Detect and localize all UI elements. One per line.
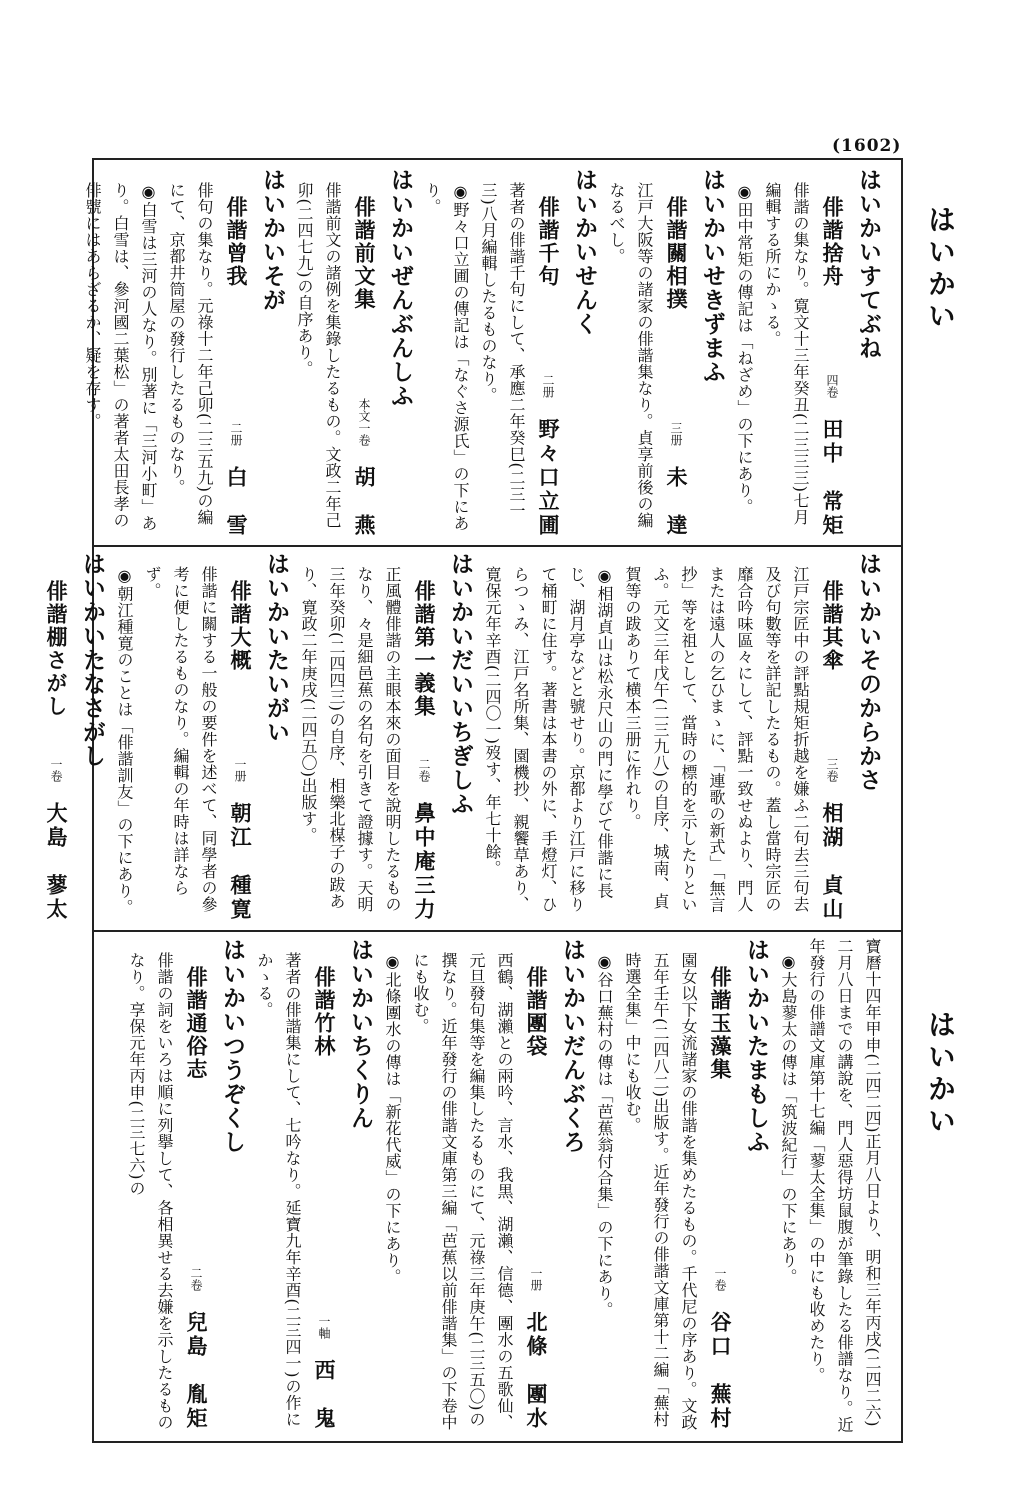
book-title: 俳諧前文集 xyxy=(352,196,377,311)
entry-note: ◉北條團水の傳は「新花代威」の下にあり。 xyxy=(383,952,402,1285)
title-line xyxy=(38,552,74,924)
entry-body: 俳諧の集なり。寛文十三年癸丑(二三三三)七月編輯する所にかゝる。 xyxy=(763,182,810,526)
running-header-bottom: はいかい xyxy=(924,1010,957,1138)
author-name: 未 達 xyxy=(664,466,689,538)
entry-note: ◉大島蓼太の傳は「筑波紀行」の下にあり。 xyxy=(779,952,798,1285)
headword: はいかいつうぞくし xyxy=(219,938,245,1154)
title-line xyxy=(306,938,342,1433)
author-name: 田中 常矩 xyxy=(820,418,845,538)
title-line xyxy=(222,552,258,924)
book-title: 俳諧關相撲 xyxy=(664,196,689,311)
author-name: 胡 燕 xyxy=(352,466,377,538)
section-3 xyxy=(110,938,886,1433)
author-name: 朝江 種寛 xyxy=(228,802,253,922)
entry-note: ◉田中常矩の傳記は「ねざめ」の下にあり。 xyxy=(735,182,754,515)
volume-count: 一册 xyxy=(529,1267,543,1291)
entry-body: 西鶴、湖瀨との兩吟、言水、我黒、湖瀨、信德、團水の五歌仙、元旦發句集等を編集したるものにて、元祿三年庚午(二三五〇)の撰なり。近年發行の俳諧文庫第三編「芭蕉以前俳諧集」の下卷中にも收む。 xyxy=(411,952,514,1431)
title-line xyxy=(814,168,850,540)
running-header-top: はいかい xyxy=(924,205,957,333)
page-number: (1602) xyxy=(832,136,902,156)
volume-count: 一册 xyxy=(233,758,247,782)
volume-count: 三册 xyxy=(669,422,683,446)
entry-body: 寶曆十四年甲申(二四二四)正月八日より、明和三年丙戌(二四二六)二月八日までの講說を、門人惡得坊鼠腹が筆錄したる俳譜なり。近年發行の俳譜文庫第十七編「蓼太全集」の中にも收めたり。 xyxy=(807,938,882,1433)
entry-body: 園女以下女流諸家の俳諧を集めたるもの。千代尼の序あり。文政五年壬午(二四八二)出版す。近年發行の俳諧文庫第十二編「蕪村時選全集」中にも收む。 xyxy=(623,952,698,1431)
volume-count: 二卷 xyxy=(417,758,431,782)
section-1 xyxy=(83,168,886,540)
entry-body: 俳諧の詞をいろは順に列擧して、各相異せる去嫌を示したるものなり。享保元年丙申(二三七六)の xyxy=(127,952,174,1431)
author-name: 相湖 貞山 xyxy=(820,802,845,922)
volume-count: 三卷 xyxy=(825,758,839,782)
headword: はいかいだんぶくろ xyxy=(559,938,585,1154)
book-title: 俳諧玉藻集 xyxy=(708,966,733,1081)
headword: はいかいすてぶね xyxy=(855,168,881,360)
volume-count: 四卷 xyxy=(825,374,839,398)
headword: はいかいちくりん xyxy=(347,938,373,1130)
book-title: 俳諧竹林 xyxy=(312,966,337,1058)
author-name: 白 雪 xyxy=(224,466,249,538)
volume-count: 一卷 xyxy=(713,1267,727,1291)
title-line xyxy=(530,168,566,540)
headword: はいかいぜんぶんしふ xyxy=(387,168,413,408)
entry-body: 江戸大阪等の諸家の俳諧集なり。貞享前後の編なるべし。 xyxy=(607,182,654,529)
volume-count: 一軸 xyxy=(317,1315,331,1339)
book-title: 俳諧捨舟 xyxy=(820,196,845,288)
author-name: 鼻中庵三力 xyxy=(412,802,437,922)
section-2 xyxy=(44,552,886,924)
volume-count: 二卷 xyxy=(189,1267,203,1291)
entry-note: ◉相湖貞山は松永尺山の門に學びて俳諧に長じ、湖月亭などと號せり。京都より江戸に移りて桶町に住す。著書は本書の外に、手燈灯、ひらつゝみ、江戸名所集、園機抄、親饗草あり、寛保元年辛酉(二四〇一)歿す、年七十餘。 xyxy=(483,566,614,913)
entry-note: ◉谷口蕪村の傳は「芭蕉翁付合集」の下にあり。 xyxy=(595,952,614,1318)
author-name: 野々口立圃 xyxy=(536,418,561,538)
headword: はいかいだいいちぎしふ xyxy=(447,552,473,816)
author-name: 兒島 胤矩 xyxy=(184,1311,209,1431)
title-line xyxy=(218,168,254,540)
title-line xyxy=(346,168,382,540)
title-line xyxy=(178,938,214,1433)
book-title: 俳諧團袋 xyxy=(524,966,549,1058)
book-title: 俳諧千句 xyxy=(536,196,561,288)
headword: はいかいそが xyxy=(259,168,285,312)
book-title: 俳諧通俗志 xyxy=(184,966,209,1081)
entry-note: ◉朝江種寛のことは「俳諧訓友」の下にあり。 xyxy=(115,566,134,916)
title-line xyxy=(518,938,554,1433)
book-title: 俳諧曾我 xyxy=(224,196,249,288)
entry-body: 著者の俳諧集にして、七吟なり。延寶九年辛酉(二三四一)の作にかゝる。 xyxy=(255,952,302,1428)
headword: はいかいそのからかさ xyxy=(855,552,881,792)
entry-body: 江戸宗匠中の評點規矩折越を嫌ふ二句去三句去及び句數等を詳記したるもの。蓋し當時宗匠の靡合吟味區々にして、評點一致せぬより、門人または遠人の乞ひまゝに、「連歌の新式」「無言抄」等を祖として、當時の標的を示したりといふ。元文三年戊午(二三九八)の自序、城南、貞賀等の跋ありて横本三册に作れり。 xyxy=(623,566,810,913)
title-line xyxy=(702,938,738,1433)
section-divider-1 xyxy=(92,545,903,547)
entry-body: 俳句の集なり。元祿十二年己卯(二三五九)の編にて、京都井筒屋の發行したるものなり。 xyxy=(167,182,214,526)
author-name: 大島 蓼太 xyxy=(44,802,69,922)
headword: はいかいたまもしふ xyxy=(743,938,769,1154)
title-line xyxy=(658,168,694,540)
book-title: 俳諧其傘 xyxy=(820,580,845,672)
author-name: 北條 團水 xyxy=(524,1311,549,1431)
headword: はいかいたなさがし xyxy=(79,552,105,768)
headword: はいかいたいがい xyxy=(263,552,289,744)
book-title: 俳諧大概 xyxy=(228,580,253,672)
author-name: 谷口 蕪村 xyxy=(708,1311,733,1431)
entry-note: ◉白雪は三河の人なり。別著に「三河小町」あり。白雪は、參河國二葉松」の著者太田長孝の俳號にはあらざるか、疑を存す。 xyxy=(83,182,158,532)
title-line xyxy=(814,552,850,924)
volume-count: 二册 xyxy=(541,374,555,398)
title-line xyxy=(406,552,442,924)
book-title: 俳諧棚さがし xyxy=(44,580,69,718)
volume-count: 二册 xyxy=(229,422,243,446)
author-name: 西 鬼 xyxy=(312,1359,337,1431)
section-divider-2 xyxy=(92,930,903,932)
entry-body: 俳諧に關する一般の要件を述べて、同學者の參考に便したるものなり。編輯の年時は詳ならず。 xyxy=(143,566,218,913)
entry-body: 著者の俳諧千句にして、承應二年癸巳(二三一三)八月編輯したるものなり。 xyxy=(479,182,526,519)
entry-body: 俳諧前文の諸例を集錄したるもの。文政二年己卯(二四七九)の自序あり。 xyxy=(295,182,342,529)
entry-body: 正風體俳諧の主眼本來の面目を說明したるものなり、々是細邑蕉の名句を引きて證據す。天明三年癸卯(二四四三)の自序、相樂北楳子の跋あり、寛政二年庚戌(二四五〇)出版す。 xyxy=(299,566,402,913)
volume-count: 一卷 xyxy=(49,758,63,782)
headword: はいかいせんく xyxy=(571,168,597,336)
volume-count: 本文一卷 xyxy=(357,398,371,446)
entry-note: ◉野々口立圃の傳記は「なぐさ源氏」の下にあり。 xyxy=(423,182,470,532)
book-title: 俳諧第一義集 xyxy=(412,580,437,718)
headword: はいかいせきずまふ xyxy=(699,168,725,384)
